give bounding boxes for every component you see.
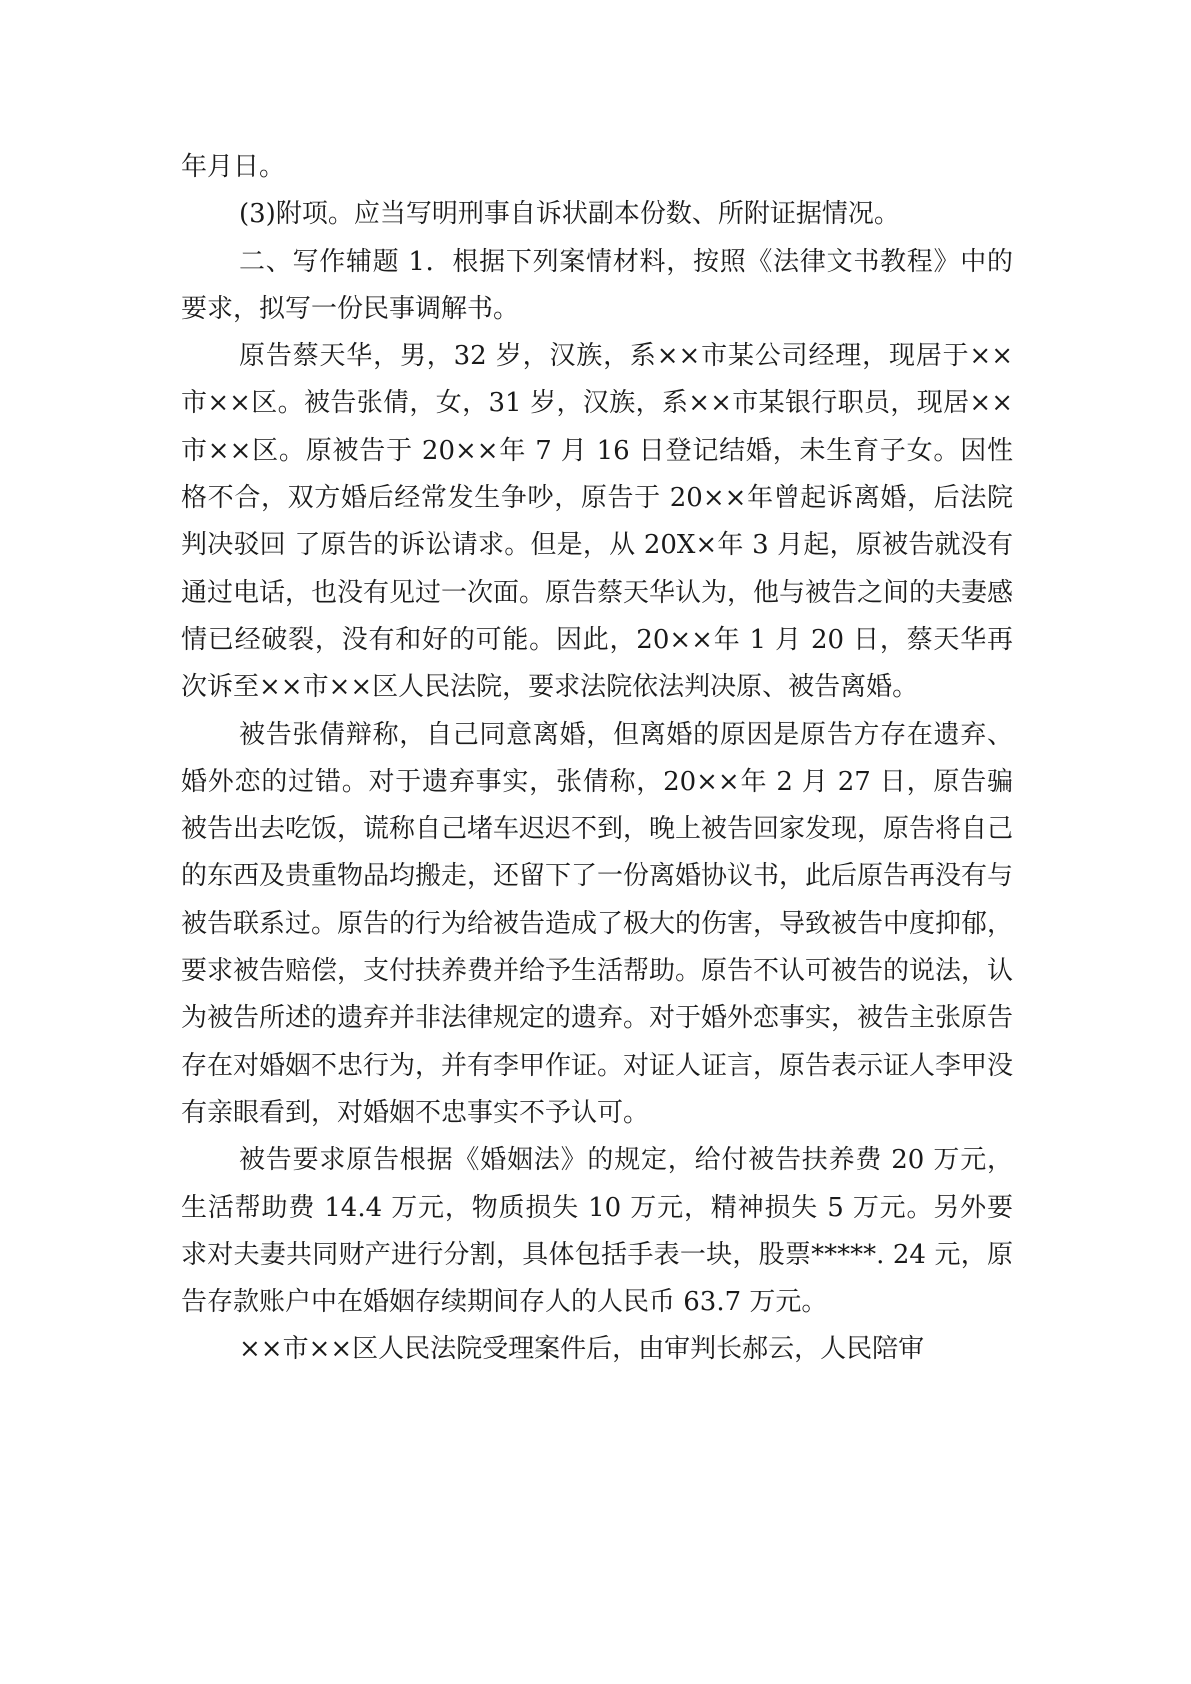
paragraph-court-acceptance: ××市××区人民法院受理案件后，由审判长郝云，人民陪审: [239, 1334, 925, 1365]
paragraph-attachments: (3)附项。应当写明刑事自诉状副本份数、所附证据情况。: [239, 199, 900, 230]
paragraph-defendant-defense: 被告张倩辩称，自己同意离婚，但离婚的原因是原告方存在遗弃、婚外恋的过错。对于遗弃事实，张倩称，20××年 2 月 27 日，原告骗被告出去吃饭，谎称自己堵车迟迟不到，晚上被告回家发现，原告将自己的东西及贵重物品均搬走，还留下了一份离婚协议书，此后原告再没有与被告联系过。原告的行为给被告造成了极大的伤害，导致被告中度抑郁，要求被告赔偿，支付扶养费并给予生活帮助。原告不认可被告的说法，认为被告所述的遗弃并非法律规定的遗弃。对于婚外恋事实，被告主张原告存在对婚姻不忠行为，并有李甲作证。对证人证言，原告表示证人李甲没有亲眼看到，对婚姻不忠事实不予认可。: [181, 719, 1014, 1128]
paragraph-date-line: 年月日。: [181, 152, 286, 182]
paragraph-writing-exercise: 二、写作辅题 1．根据下列案情材料，按照《法律文书教程》中的要求，拟写一份民事调解书。: [181, 246, 1013, 324]
paragraph-plaintiff-facts: 原告蔡天华，男，32 岁，汉族，系××市某公司经理，现居于××市××区。被告张倩，女，31 岁，汉族，系××市某银行职员，现居××市××区。原被告于 20××年 7 月 16 日登记结婚，未生育子女。因性格不合，双方婚后经常发生争吵，原告于 20××年曾起诉离婚，后法院判决驳回 了原告的诉讼请求。但是，从 20X×年 3 月起，原被告就没有通过电话，也没有见过一次面。原告蔡天华认为，他与被告之间的夫妻感情已经破裂，没有和好的可能。因此，20××年 1 月 20 日，蔡天华再次诉至××市××区人民法院，要求法院依法判决原、被告离婚。: [181, 341, 1014, 703]
document-body: [181, 144, 1013, 1374]
paragraph-defendant-claims: 被告要求原告根据《婚姻法》的规定，给付被告扶养费 20 万元，生活帮助费 14.4 万元，物质损失 10 万元，精神损失 5 万元。另外要求对夫妻共同财产进行分割，具体包括手表一块，股票*****. 24 元，原告存款账户中在婚姻存续期间存人的人民币 63.7 万元。: [181, 1145, 1013, 1318]
